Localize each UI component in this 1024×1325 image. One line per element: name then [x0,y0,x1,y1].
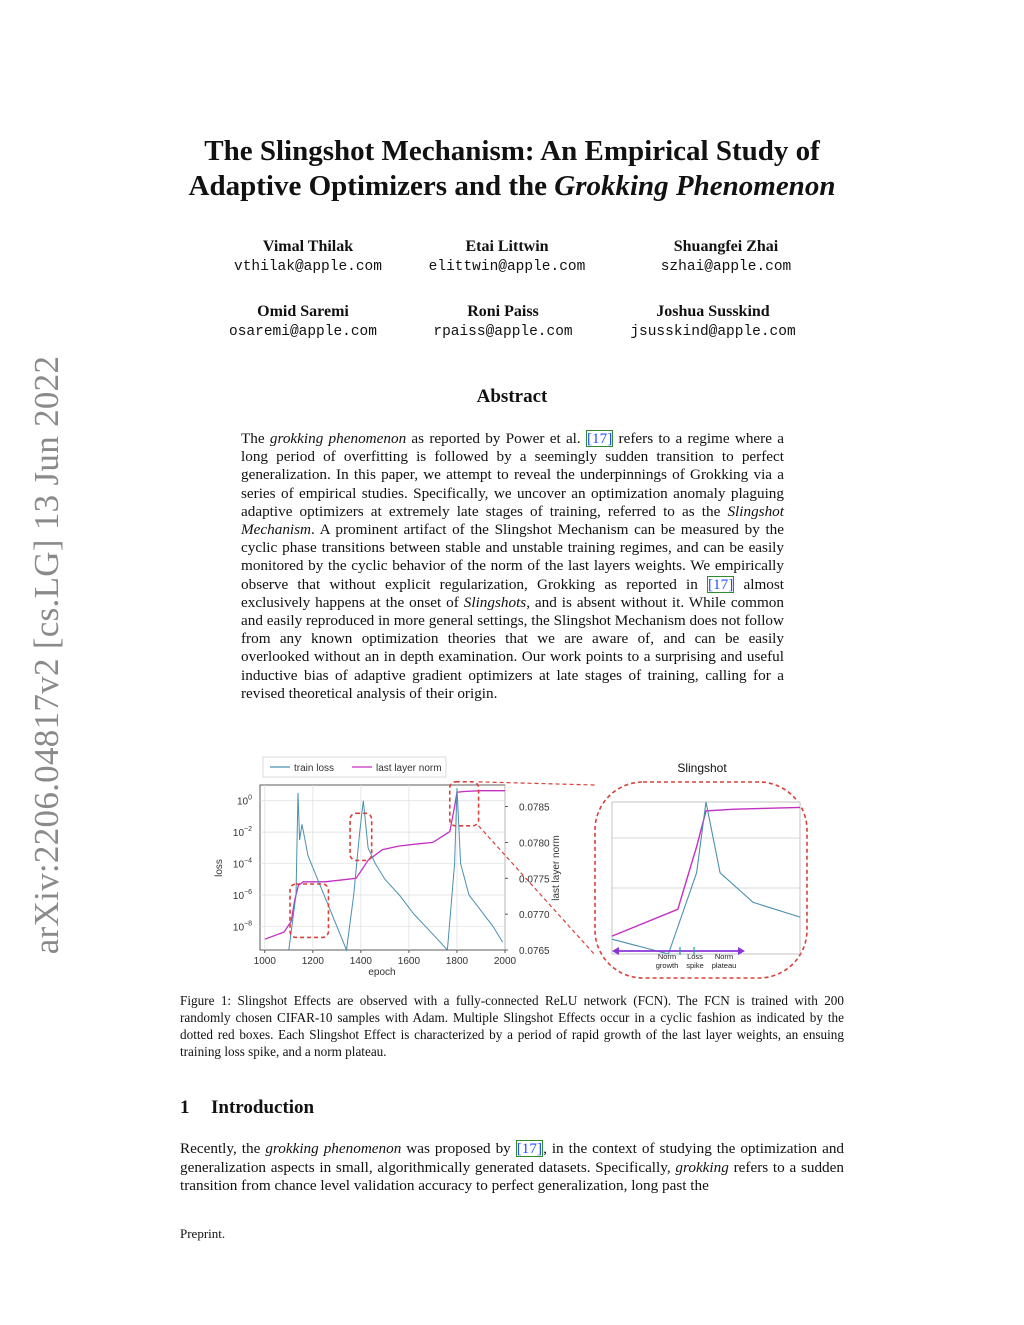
y-axis-label: loss [214,859,225,877]
author-name: Shuangfei Zhai [673,238,779,255]
author-name: Joshua Susskind [656,303,770,320]
phase-label: spike [686,961,704,970]
paper-title [150,134,874,204]
phase-label: growth [655,961,679,970]
y2-tick-label: 0.0765 [519,946,550,957]
y-tick-label: $10^0$ [236,794,252,808]
author-email[interactable]: szhai@apple.com [660,259,792,275]
x-tick-label: 1600 [397,956,421,967]
citation-link[interactable]: [17] [708,575,734,593]
zoom-connector [479,782,595,785]
author-email[interactable]: vthilak@apple.com [234,259,382,275]
title-line-2: Adaptive Optimizers and the Grokking Phenomenon [188,170,836,202]
x-tick-label: 2000 [493,956,517,967]
intro-paragraph: Recently, the grokking phenomenon was proposed by [17], in the context of studying the optimization and generalization aspects in small, algorithmically generated datasets. Specifically, grokking refers to a sudden transition from chance level validation accuracy to perfect generalization, long past the [180,1140,845,1194]
author-block [616,237,836,277]
author-block [198,237,418,277]
citation-link[interactable]: [17] [586,430,613,447]
x-tick-label: 1200 [301,956,324,967]
legend-label-norm: last layer norm [376,763,442,774]
author-block [393,302,613,342]
author-name: Roni Paiss [467,303,539,320]
y2-tick-label: 0.0780 [519,838,550,850]
inset-frame [612,802,800,954]
y-tick-label: $10^{-4}$ [232,857,252,871]
x-tick-label: 1400 [349,956,373,967]
author-block [193,302,413,342]
author-block [397,237,617,277]
y-tick-label: $10^{-2}$ [232,826,252,840]
abstract-heading: Abstract [476,386,548,407]
phase-label: Loss [687,952,703,961]
phase-label: Norm [657,952,677,961]
author-email[interactable]: rpaiss@apple.com [433,324,573,340]
legend [263,757,446,777]
x-tick-label: 1000 [253,956,276,967]
author-email[interactable]: jsusskind@apple.com [630,324,796,340]
y2-tick-label: 0.0785 [519,802,550,814]
author-block [603,302,823,342]
phase-label: Norm [714,952,734,961]
y-tick-label: $10^{-6}$ [232,889,252,902]
legend-label-loss: train loss [294,763,335,774]
figure-caption: Figure 1: Slingshot Effects are observed with a fully-connected ReLU network (FCN). The FCN is trained with 200 randomly chosen CIFAR-10 samples with Adam. Multiple Slingshot Effects occur in a cyclic fashion as indicated by the dotted red boxes. Each Slingshot Effect is characterized by a period of rapid growth of the last layer weights, an ensuing training loss spike, and a norm plateau. [180,993,844,1059]
phase-label: plateau [711,961,737,970]
abstract-text: The grokking phenomenon as reported by Power et al. [17] refers to a regime where a long period of overfitting is followed by a seemingly sudden transition to perfect generalization. In this paper, we attempt to reveal the underpinnings of Grokking via a series of empirical studies. Specifically, we uncover an optimization anomaly plaguing adaptive optimizers at extremely late stages of training, referred to as the Slingshot Mechanism. A prominent artifact of the Slingshot Mechanism can be measured by the cyclic phase transitions between stable and unstable training regimes, and can be easily monitored by the cyclic behavior of the norm of the last layers weights. We empirically observe that without explicit regularization, Grokking as reported in [17] almost exclusively happens at the onset of Slingshots, and is absent without it. While common and easily reproduced in more general settings, the Slingshot Mechanism does not follow from any known optimization theories that we are aware of, and can be easily overlooked without an in depth examination. Our work points to a surprising and useful inductive bias of adaptive gradient optimizers at late stages of training, calling for a revised theoretical analysis of their origin. [241,430,784,702]
footer-note: Preprint. [180,1226,226,1241]
y2-tick-label: 0.0770 [519,910,550,922]
x-axis-label: epoch [368,967,396,978]
author-name: Etai Littwin [465,238,549,255]
citation-link[interactable]: [17] [516,1140,543,1157]
y2-axis-label: last layer norm [551,835,562,901]
arxiv-identifier: arXiv:2206.04817v2 [cs.LG] 13 Jun 2022 [27,355,66,955]
section-heading: 1 Introduction [180,1097,315,1118]
inset-title: Slingshot [677,761,727,775]
y-tick-label: $10^{-8}$ [232,920,252,934]
author-name: Vimal Thilak [262,238,354,255]
x-tick-label: 1800 [445,956,469,967]
author-name: Omid Saremi [257,303,349,320]
author-email[interactable]: osaremi@apple.com [229,324,377,340]
y2-tick-label: 0.0775 [519,874,550,886]
title-italic: Grokking Phenomenon [554,170,836,202]
author-email[interactable]: elittwin@apple.com [428,259,586,275]
figure-1 [180,750,844,990]
title-line-1: The Slingshot Mechanism: An Empirical Study of [204,135,820,167]
